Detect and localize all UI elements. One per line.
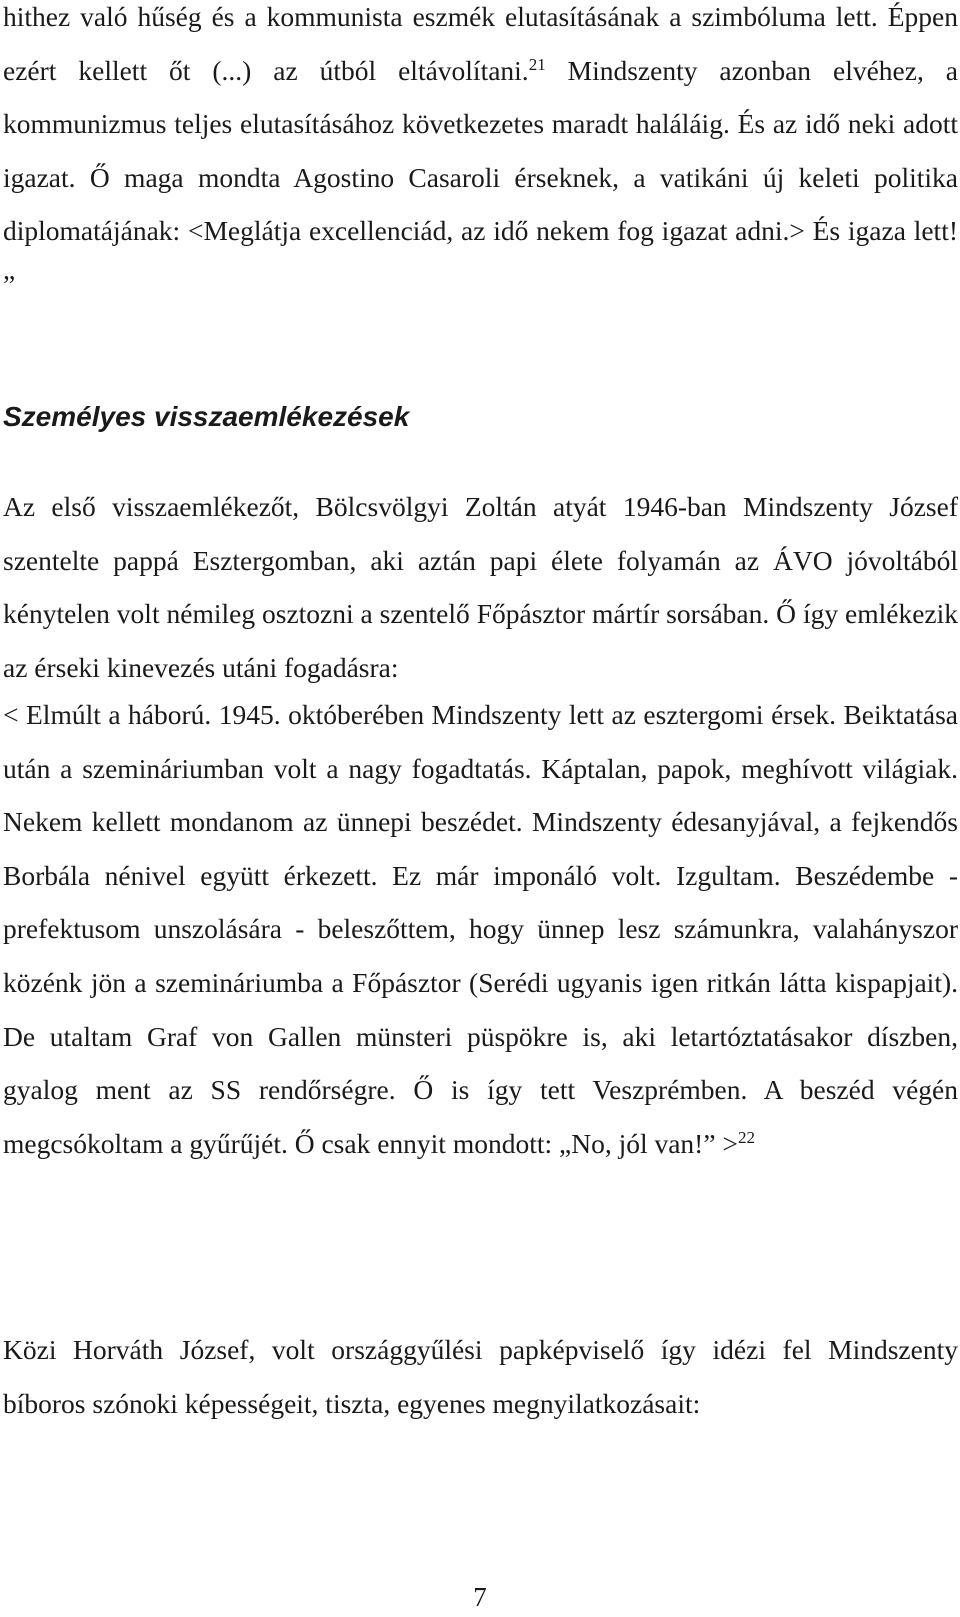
section-heading: Személyes visszaemlékezések	[3, 401, 410, 432]
footnote-ref-21[interactable]: 21	[528, 54, 546, 74]
paragraph-text: Közi Horváth József, volt országgyűlési papképviselő így idézi fel Mindszenty bíboros szónoki képességeit, tiszta, egyenes megnyilatkozásait:	[3, 1334, 958, 1419]
paragraph-text: Az első visszaemlékezőt, Bölcsvölgyi Zoltán atyát 1946-ban Mindszenty József szentelte pappá Esztergomban, aki aztán papi élete folyamán az ÁVO jóvoltából kénytelen volt némileg osztozni a szentelő Főpásztor mártír sorsában. Ő így emlékezik az érseki kinevezés utáni fogadásra:	[3, 491, 958, 683]
paragraph-kozi-horvath	[3, 1323, 958, 1430]
paragraph-casaroli-quote	[3, 0, 958, 312]
paragraph-text: < Elmúlt a háború. 1945. októberében Mindszenty lett az esztergomi érsek. Beiktatása után a szemináriumban volt a nagy fogadtatás. Káptalan, papok, meghívott világiak. Nekem kellett mondanom az ünnepi beszédet. Mindszenty édesanyjával, a fejkendős Borbála nénivel együtt érkezett. Ez már imponáló volt. Izgultam. Beszédembe - prefektusom unszolására - beleszőttem, hogy ünnep lesz számunkra, valahányszor közénk jön a szemináriumba a Főpásztor (Serédi ugyanis igen ritkán látta kispapjait). De utaltam Graf von Gallen münsteri püspökre is, aki letartóztatásakor díszben, gyalog ment az SS rendőrségre. Ő is így tett Veszprémben. A beszéd végén megcsókoltam a gyűrűjét. Ő csak ennyit mondott: „No, jól van!” >	[3, 699, 958, 1159]
footnote-ref-22[interactable]: 22	[737, 1127, 755, 1147]
paragraph-bolcsvolgyi-intro	[3, 480, 958, 694]
page-number: 7	[473, 1582, 487, 1612]
paragraph-bolcsvolgyi-memoir	[3, 688, 958, 1170]
paragraph-text: Mindszenty azonban elvéhez, a kommunizmus teljes elutasításához következetes maradt haláláig. És az idő neki adott igazat. Ő maga mondta Agostino Casaroli érseknek, a vatikáni új keleti politika diplomatájának: <Meglátja excellenciád, az idő nekem fog igazat adni.> És igaza lett! ”	[3, 54, 958, 300]
paragraph-text: hithez való hűség és a kommunista eszmék elutasításának a szimbóluma lett. Éppen ezért kellett őt (...) az útból eltávolítani.	[3, 1, 958, 86]
